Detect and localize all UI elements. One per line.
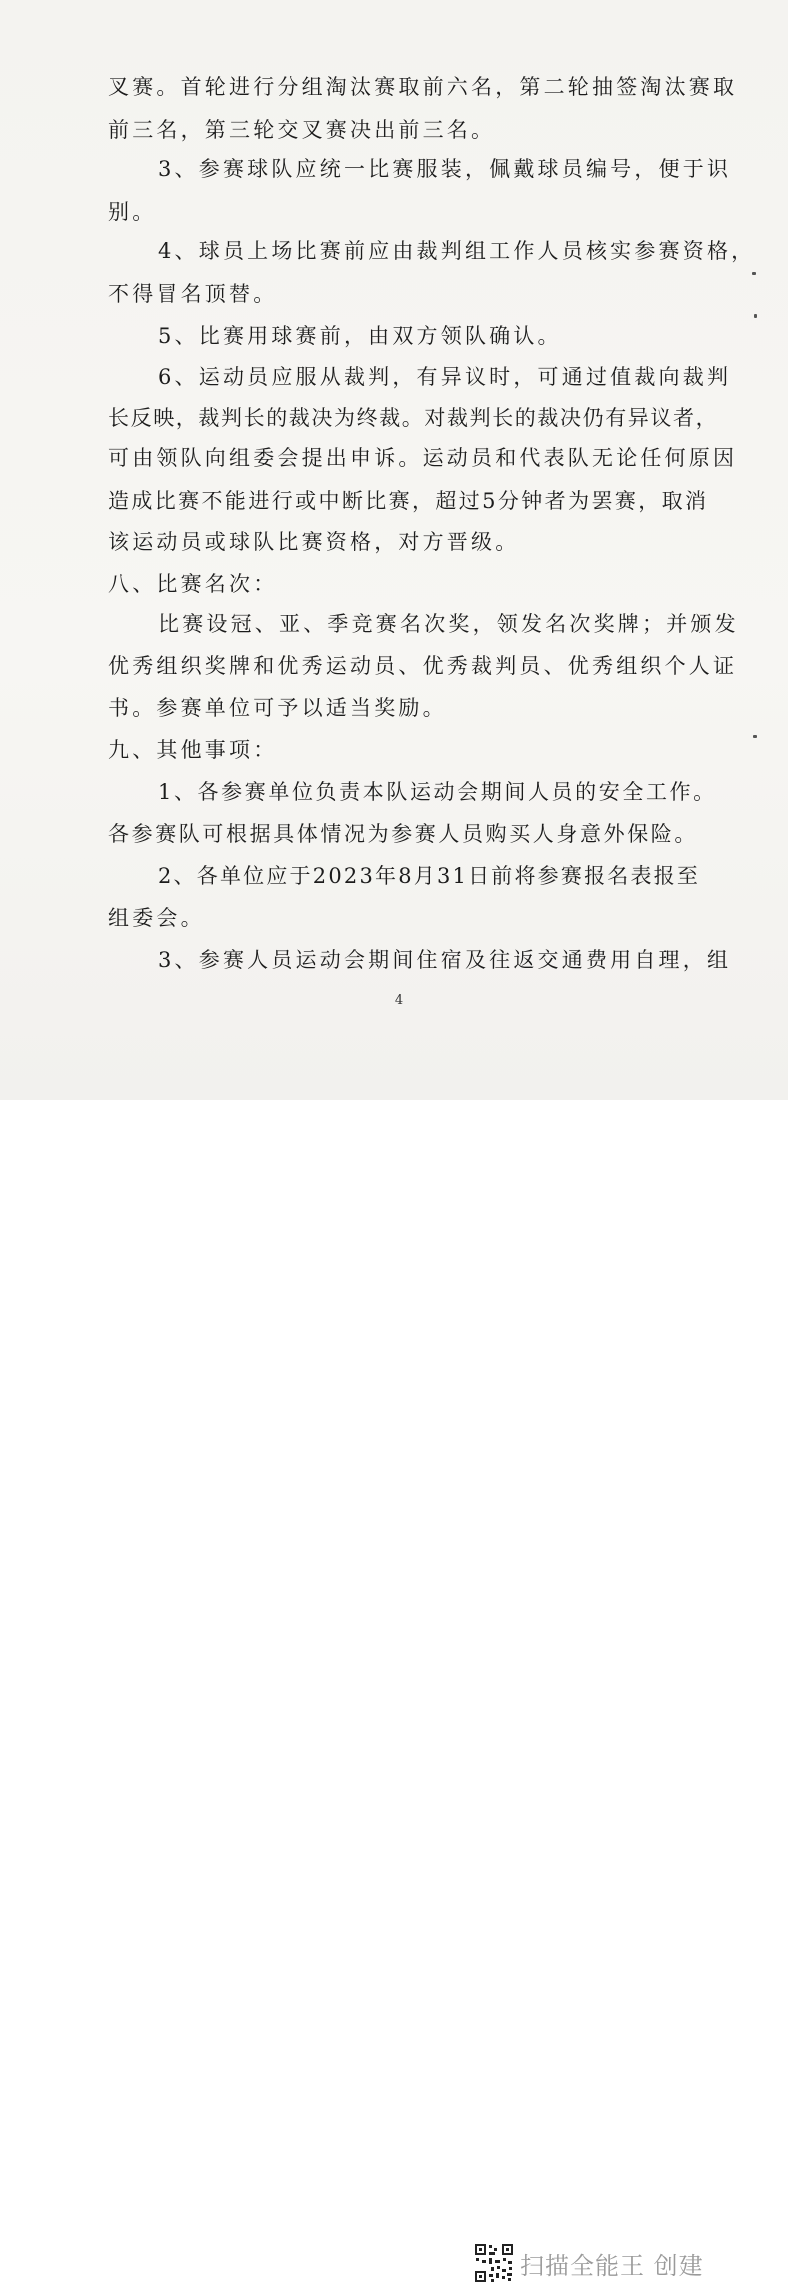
text-line-10: 可由领队向组委会提出申诉。运动员和代表队无论任何原因: [108, 446, 738, 470]
text-line-6: 不得冒名顶替。: [108, 282, 278, 306]
scan-speck: [753, 735, 757, 738]
text-line-21: 组委会。: [108, 906, 205, 930]
text-line-15: 优秀组织奖牌和优秀运动员、优秀裁判员、优秀组织个人证: [108, 654, 738, 678]
scan-speck: [754, 314, 757, 318]
text-line-1: 叉赛。首轮进行分组淘汰赛取前六名，第二轮抽签淘汰赛取: [108, 75, 738, 99]
text-line-5: 4、球员上场比赛前应由裁判组工作人员核实参赛资格，: [158, 239, 756, 263]
section-heading-ranking: 八、比赛名次：: [108, 572, 278, 596]
text-line-19: 各参赛队可根据具体情况为参赛人员购买人身意外保险。: [108, 822, 698, 846]
text-line-9: 长反映，裁判长的裁决为终裁。对裁判长的裁决仍有异议者，: [108, 406, 719, 430]
scanner-watermark-text: 扫描全能王 创建: [520, 2252, 704, 2280]
page-number: 4: [394, 993, 404, 1008]
scanner-footer: [0, 1100, 788, 2280]
scan-speck: [752, 272, 756, 275]
paper-sheet: [0, 0, 788, 1100]
text-line-22: 3、参赛人员运动会期间住宿及往返交通费用自理，组: [158, 948, 732, 972]
text-line-2: 前三名，第三轮交叉赛决出前三名。: [108, 118, 496, 142]
text-line-14: 比赛设冠、亚、季竞赛名次奖，领发名次奖牌；并颁发: [158, 612, 739, 636]
text-line-8: 6、运动员应服从裁判，有异议时，可通过值裁向裁判: [158, 365, 732, 389]
text-line-12: 该运动员或球队比赛资格，对方晋级。: [108, 530, 520, 554]
text-line-16: 书。参赛单位可予以适当奖励。: [108, 696, 447, 720]
text-line-18: 1、各参赛单位负责本队运动会期间人员的安全工作。: [158, 780, 717, 804]
text-line-20: 2、各单位应于2023年8月31日前将参赛报名表报至: [158, 864, 701, 888]
text-line-7: 5、比赛用球赛前，由双方领队确认。: [158, 324, 562, 348]
text-line-4: 别。: [108, 200, 157, 224]
section-heading-other: 九、其他事项：: [108, 738, 278, 762]
qr-code-icon: [474, 2243, 514, 2283]
text-line-11: 造成比赛不能进行或中断比赛，超过5分钟者为罢赛，取消: [108, 489, 708, 513]
text-line-3: 3、参赛球队应统一比赛服装，佩戴球员编号，便于识: [158, 157, 732, 181]
